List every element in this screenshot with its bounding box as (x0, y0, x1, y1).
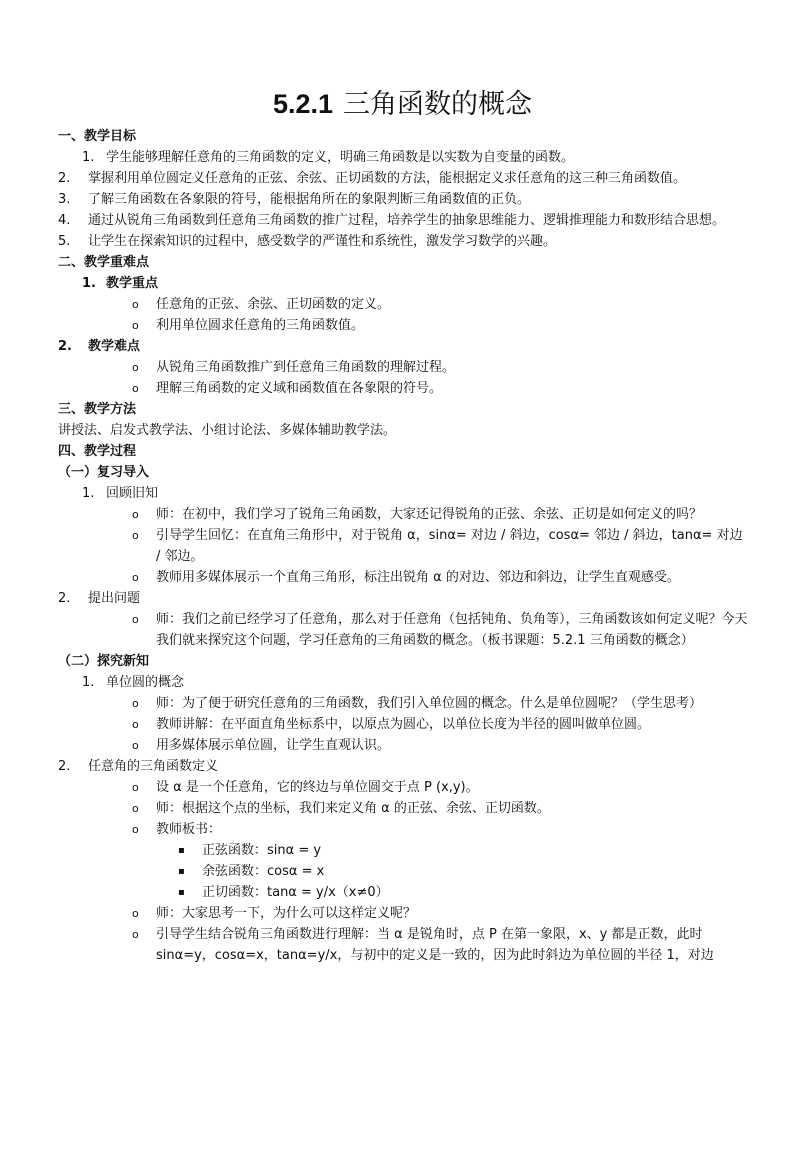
bullet-icon: o (132, 529, 139, 542)
subsection-heading: 2. 教学难点 (58, 339, 141, 354)
page-title: 5.2.1 三角函数的概念 (272, 89, 533, 120)
list-item: o 师：为了便于研究任意角的三角函数，我们引入单位圆的概念。什么是单位圆呢？（学生思考） (58, 693, 748, 714)
definition-item: ▪ 正弦函数：sinα = y (58, 840, 748, 861)
bullet-icon: o (132, 718, 139, 731)
list-item: 1. 学生能够理解任意角的三角函数的定义，明确三角函数是以实数为自变量的函数。 (82, 150, 575, 165)
list-item: o 师：根据这个点的坐标，我们来定义角 α 的正弦、余弦、正切函数。 (58, 798, 748, 819)
list-item: o 任意角的正弦、余弦、正切函数的定义。 (58, 294, 748, 315)
list-item: 2. 掌握利用单位圆定义任意角的正弦、余弦、正切函数的方法，能根据定义求任意角的这三种三角函数值。 (58, 171, 687, 186)
step-heading: 1. 回顾旧知 (82, 486, 159, 501)
list-item: o 教师板书： (58, 819, 748, 840)
step-heading: 2. 任意角的三角函数定义 (58, 759, 219, 774)
bullet-icon: o (132, 781, 139, 794)
subsection-heading: 1. 教学重点 (82, 276, 159, 291)
list-item: 5. 让学生在探索知识的过程中，感受数学的严谨性和系统性，激发学习数学的兴趣。 (58, 234, 557, 249)
list-item: o 师：在初中，我们学习了锐角三角函数，大家还记得锐角的正弦、余弦、正切是如何定义的吗？ (58, 504, 748, 525)
section-heading: 三、教学方法 (58, 402, 137, 417)
bullet-icon: o (132, 928, 139, 941)
list-item: 4. 通过从锐角三角函数到任意角三角函数的推广过程，培养学生的抽象思维能力、逻辑推理能力和数形结合思想。 (58, 213, 726, 228)
paragraph: 讲授法、启发式教学法、小组讨论法、多媒体辅助教学法。 (58, 423, 397, 438)
bullet-icon: o (132, 571, 139, 584)
definition-item: ▪ 正切函数：tanα = y/x（x≠0） (58, 882, 748, 903)
list-item: o 利用单位圆求任意角的三角函数值。 (58, 315, 748, 336)
list-item: o 设 α 是一个任意角，它的终边与单位圆交于点 P (x,y)。 (58, 777, 748, 798)
list-item: o 教师用多媒体展示一个直角三角形，标注出锐角 α 的对边、邻边和斜边，让学生直观感受。 (58, 567, 748, 588)
subsection-heading: （一）复习导入 (58, 465, 150, 480)
bullet-icon: o (132, 907, 139, 920)
definition-item: ▪ 余弦函数：cosα = x (58, 861, 748, 882)
bullet-icon: o (132, 697, 139, 710)
list-item: o 师：大家思考一下，为什么可以这样定义呢？ (58, 903, 748, 924)
square-bullet-icon: ▪ (178, 845, 185, 856)
section-heading: 四、教学过程 (58, 444, 137, 459)
bullet-icon: o (132, 298, 139, 311)
document-body (58, 126, 748, 966)
subsection-heading: （二）探究新知 (58, 654, 150, 669)
square-bullet-icon: ▪ (178, 887, 185, 898)
section-heading: 二、教学重难点 (58, 255, 150, 270)
step-heading: 1. 单位圆的概念 (82, 675, 185, 690)
bullet-icon: o (132, 739, 139, 752)
list-item: o 引导学生结合锐角三角函数进行理解：当 α 是锐角时，点 P 在第一象限，x、y 都是正数，此时 sinα=y，cosα=x，tanα=y/x，与初中的定义是一致的，因为此时斜边为单位圆的半径 1，对边 (58, 924, 748, 966)
bullet-icon: o (132, 361, 139, 374)
step-heading: 2. 提出问题 (58, 591, 141, 606)
list-item: o 理解三角函数的定义域和函数值在各象限的符号。 (58, 378, 748, 399)
list-item: o 引导学生回忆：在直角三角形中，对于锐角 α，sinα= 对边 / 斜边，cosα= 邻边 / 斜边，tanα= 对边 / 邻边。 (58, 525, 748, 567)
bullet-icon: o (132, 823, 139, 836)
list-item: o 教师讲解：在平面直角坐标系中，以原点为圆心，以单位长度为半径的圆叫做单位圆。 (58, 714, 748, 735)
bullet-icon: o (132, 508, 139, 521)
bullet-icon: o (132, 319, 139, 332)
square-bullet-icon: ▪ (178, 866, 185, 877)
list-item: o 从锐角三角函数推广到任意角三角函数的理解过程。 (58, 357, 748, 378)
list-item: o 用多媒体展示单位圆，让学生直观认识。 (58, 735, 748, 756)
list-item: o 师：我们之前已经学习了任意角，那么对于任意角（包括钝角、负角等），三角函数该如何定义呢？今天我们就来探究这个问题，学习任意角的三角函数的概念。（板书课题：5.2.1 三角函数的概念） (58, 609, 748, 651)
bullet-icon: o (132, 382, 139, 395)
list-item: 3. 了解三角函数在各象限的符号，能根据角所在的象限判断三角函数值的正负。 (58, 192, 531, 207)
bullet-icon: o (132, 613, 139, 626)
bullet-icon: o (132, 802, 139, 815)
section-heading: 一、教学目标 (58, 129, 137, 144)
